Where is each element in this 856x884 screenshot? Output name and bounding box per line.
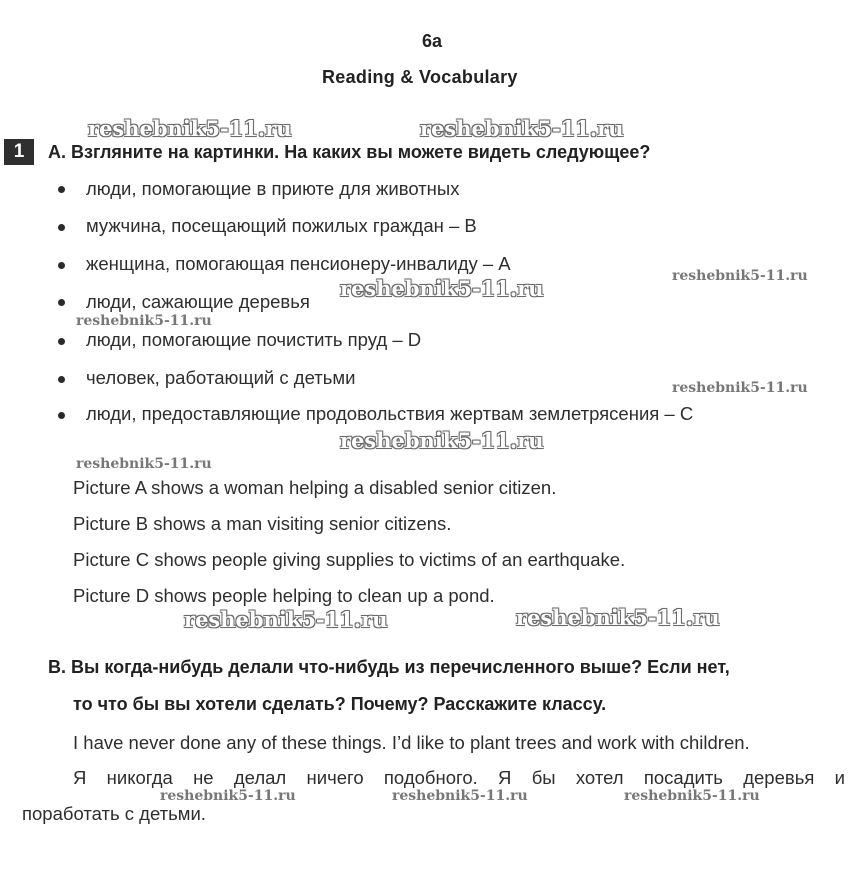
list-item-text: человек, работающий с детьми [86, 367, 356, 388]
watermark: reshebnik5-11.ru [76, 456, 212, 472]
list-item-text: люди, помогающие в приюте для животных [86, 178, 460, 199]
list-item-text: мужчина, посещающий пожилых граждан – B [86, 215, 477, 236]
bullet-icon [58, 299, 65, 306]
part-b-answer-ru-line1: Я никогда не делал ничего подобного. Я бы хотел посадить деревья и [73, 767, 845, 788]
watermark: reshebnik5-11.ru [160, 788, 296, 804]
watermark: reshebnik5-11.ru [672, 380, 808, 396]
list-item-text: женщина, помогающая пенсионеру-инвалиду – A [86, 253, 511, 274]
bullet-icon [58, 338, 65, 345]
answer-picture-d: Picture D shows people helping to clean up a pond. [73, 585, 495, 606]
answer-picture-a: Picture A shows a woman helping a disabled senior citizen. [73, 477, 557, 498]
part-b-answer-ru-line2: поработать с детьми. [22, 803, 206, 824]
section-title: Reading & Vocabulary [322, 67, 518, 87]
bullet-icon [58, 376, 65, 383]
watermark: reshebnik5-11.ru [516, 605, 720, 630]
watermark: reshebnik5-11.ru [624, 788, 760, 804]
part-b-answer-en: I have never done any of these things. I’d like to plant trees and work with children. [73, 732, 750, 753]
watermark: reshebnik5-11.ru [672, 268, 808, 284]
watermark: reshebnik5-11.ru [340, 428, 544, 453]
watermark: reshebnik5-11.ru [392, 788, 528, 804]
bullet-icon [58, 224, 65, 231]
part-a-heading: A. Взгляните на картинки. На каких вы можете видеть следующее? [48, 142, 651, 162]
watermark: reshebnik5-11.ru [340, 276, 544, 301]
list-item-text: люди, помогающие почистить пруд – D [86, 329, 422, 350]
exercise-number-badge: 1 [4, 139, 34, 165]
answer-picture-c: Picture C shows people giving supplies to victims of an earthquake. [73, 549, 626, 570]
bullet-icon [58, 412, 65, 419]
list-item-text: люди, сажающие деревья [86, 291, 310, 312]
watermark: reshebnik5-11.ru [88, 116, 292, 141]
part-b-heading-line1: B. Вы когда-нибудь делали что-нибудь из перечисленного выше? Если нет, [48, 657, 730, 677]
bullet-icon [58, 186, 65, 193]
part-b-heading-line2: то что бы вы хотели сделать? Почему? Расскажите классу. [73, 694, 607, 714]
watermark: reshebnik5-11.ru [420, 116, 624, 141]
watermark: reshebnik5-11.ru [184, 607, 388, 632]
page-number: 6a [422, 31, 443, 51]
list-item-text: люди, предоставляющие продовольствия жертвам землетрясения – C [86, 403, 694, 424]
bullet-icon [58, 262, 65, 269]
answer-picture-b: Picture B shows a man visiting senior citizens. [73, 513, 452, 534]
watermark: reshebnik5-11.ru [76, 313, 212, 329]
